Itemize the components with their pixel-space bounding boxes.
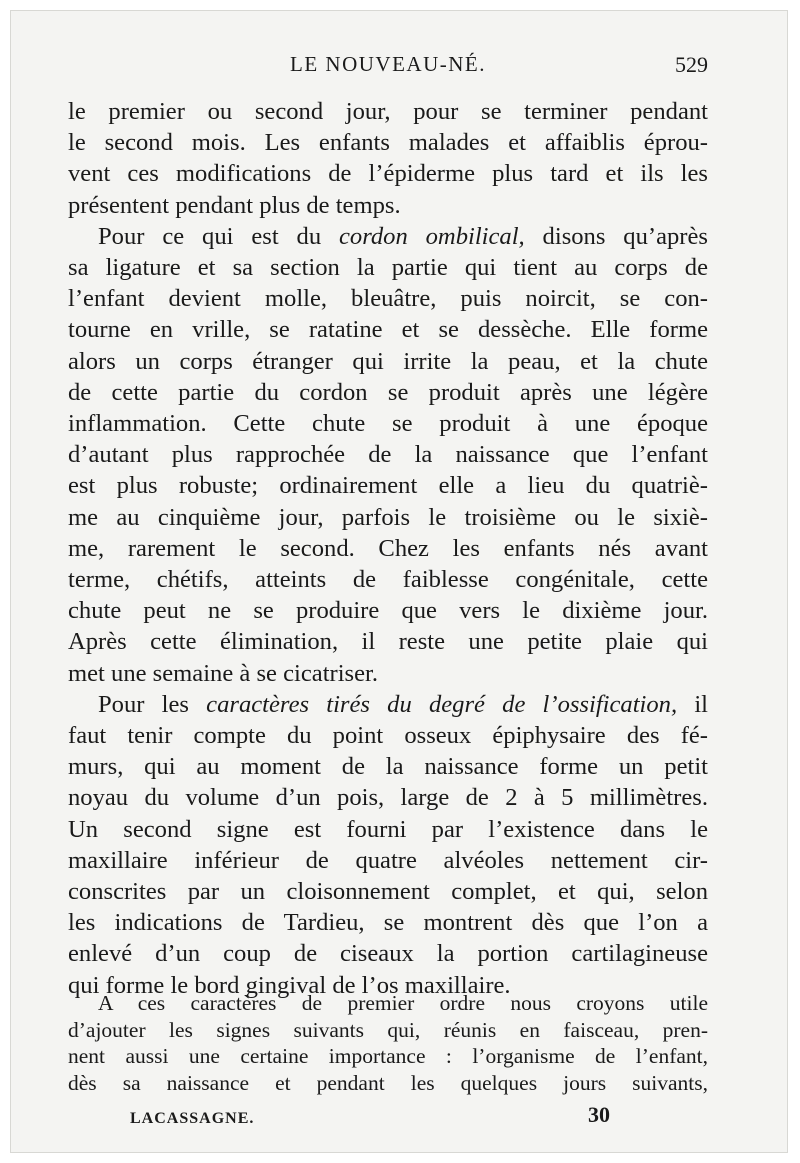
text-run: disons qu’après <box>524 222 708 250</box>
text-line: enlevé d’un coup de ciseaux la portion cartilagineuse <box>68 940 708 968</box>
text-line: met une semaine à se cicatriser. <box>68 659 379 687</box>
text-line: me au cinquième jour, parfois le troisième ou le sixiè- <box>68 503 708 531</box>
text-line: noyau du volume d’un pois, large de 2 à 5 millimètres. <box>68 784 708 812</box>
text-line: murs, qui au moment de la naissance forme un petit <box>68 753 708 781</box>
running-header <box>68 52 708 82</box>
body-text <box>68 96 708 1001</box>
signature-number: 30 <box>588 1102 610 1127</box>
text-line: le second mois. Les enfants malades et affaiblis éprou- <box>68 129 708 157</box>
text-line: vent ces modifications de l’épiderme plus tard et ils les <box>68 160 708 188</box>
text-line: est plus robuste; ordinairement elle a lieu du quatriè- <box>68 472 708 500</box>
paragraph-first-line <box>68 221 708 252</box>
text-line: présentent pendant plus de temps. <box>68 191 401 219</box>
text-line: nent aussi une certaine importance : l’organisme de l’enfant, <box>68 1044 708 1068</box>
text-line: le premier ou second jour, pour se terminer pendant <box>68 98 708 125</box>
text-line: alors un corps étranger qui irrite la peau, et la chute <box>68 347 708 375</box>
text-line: terme, chétifs, atteints de faiblesse congénitale, cette <box>68 566 708 594</box>
text-line: conscrites par un cloisonnement complet, et qui, selon <box>68 878 708 906</box>
italic-term-ossification: caractères tirés du degré de l’ossification, <box>206 690 678 718</box>
page-number: 529 <box>675 52 708 77</box>
page-footer <box>130 1102 620 1132</box>
small-print-paragraph <box>68 990 708 1096</box>
paragraph-first-line <box>68 689 708 720</box>
text-line: de cette partie du cordon se produit après une légère <box>68 378 708 406</box>
text-line: inflammation. Cette chute se produit à une époque <box>68 410 708 438</box>
text-line: faut tenir compte du point osseux épiphysaire des fé- <box>68 722 708 750</box>
text-line: l’enfant devient molle, bleuâtre, puis noircit, se con- <box>68 285 708 313</box>
text-line: d’ajouter les signes suivants qui, réunis en faisceau, pren- <box>68 1017 708 1042</box>
italic-term-cordon: cordon ombilical, <box>339 222 525 250</box>
text-run: Pour ce qui est du <box>98 222 339 250</box>
text-line: qui forme le bord gingival de l’os maxillaire. <box>68 971 511 999</box>
printer-signature: LACASSAGNE. <box>130 1110 255 1127</box>
text-line: les indications de Tardieu, se montrent dès que l’on a <box>68 909 708 937</box>
book-page <box>10 10 788 1153</box>
text-line: maxillaire inférieur de quatre alvéoles nettement cir- <box>68 846 708 874</box>
text-line: chute peut ne se produire que vers le dixième jour. <box>68 597 708 625</box>
running-title: LE NOUVEAU-NÉ. <box>290 52 486 76</box>
text-line: A ces caractères de premier ordre nous croyons utile <box>98 991 708 1015</box>
text-line: Après cette élimination, il reste une petite plaie qui <box>68 628 708 656</box>
text-run: il <box>677 690 708 718</box>
text-line: sa ligature et sa section la partie qui tient au corps de <box>68 254 708 282</box>
text-line: tourne en vrille, se ratatine et se dessèche. Elle forme <box>68 316 708 344</box>
text-run: Pour les <box>98 690 207 718</box>
text-line: dès sa naissance et pendant les quelques jours suivants, <box>68 1070 708 1095</box>
text-line: me, rarement le second. Chez les enfants nés avant <box>68 534 708 562</box>
text-line: d’autant plus rapprochée de la naissance que l’enfant <box>68 441 708 469</box>
text-line: Un second signe est fourni par l’existence dans le <box>68 815 708 843</box>
